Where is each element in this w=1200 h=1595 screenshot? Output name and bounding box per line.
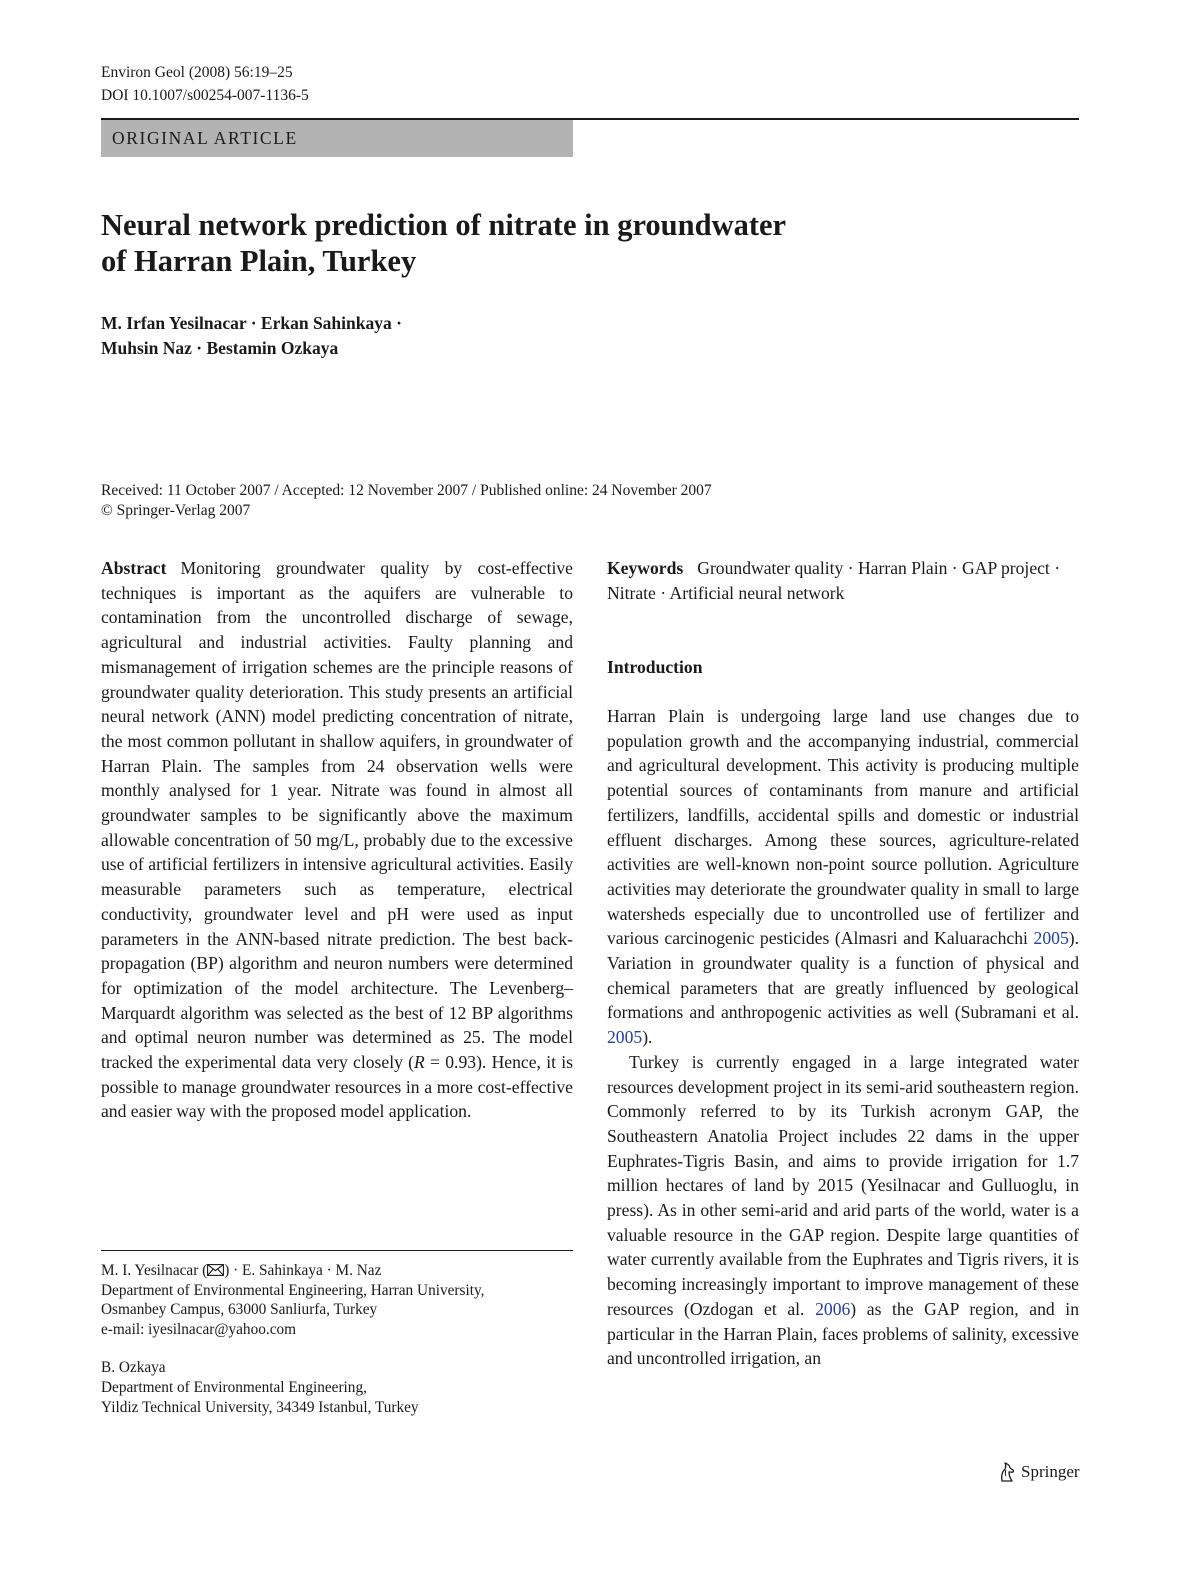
fn-line-1b: ) · E. Sahinkaya · M. Naz — [224, 1262, 382, 1279]
keywords-label: Keywords — [607, 558, 684, 578]
article-type-label: ORIGINAL ARTICLE — [112, 128, 298, 148]
r-value: = 0.93 — [424, 1052, 477, 1073]
intro-p2-text-a: Turkey is currently engaged in a large integrated water resources development project in its semi-arid southeastern region. Commonly referred to by its Turkish acronym GAP, the Southeastern Anatolia Project includes 22 dams in the upper Euphrates-Tigris Basin, and aims to provide irrigation for 1.7 million hectares of land by 2015 (Yesilnacar and Gulluoglu, in press). As in other semi-arid and arid parts of the world, water is a valuable resource in the GAP region. Despite large quantities of water currently available from the Euphrates and Tigris rivers, it is becoming increasingly important to improve management of these resources (Ozdogan et al. — [607, 1051, 1079, 1319]
keywords — [607, 556, 1079, 605]
authors-line-1: M. Irfan Yesilnacar · Erkan Sahinkaya · — [101, 313, 402, 333]
affiliation-line: Osmanbey Campus, 63000 Sanliurfa, Turkey — [101, 1301, 378, 1319]
email-link[interactable]: e-mail: iyesilnacar@yahoo.com — [101, 1320, 297, 1338]
keywords-text: Groundwater quality · Harran Plain · GAP project · Nitrate · Artificial neural network — [607, 558, 1061, 603]
author-name-line: B. Ozkaya — [101, 1359, 166, 1377]
journal-citation: Environ Geol (2008) 56:19–25 — [101, 64, 293, 81]
article-type-banner — [101, 120, 573, 157]
affiliation-line: Department of Environmental Engineering, — [101, 1378, 367, 1396]
springer-horse-icon — [997, 1461, 1017, 1483]
publication-dates — [101, 481, 1001, 521]
affiliation-line: Yildiz Technical University, 34349 Istanbul, Turkey — [101, 1398, 419, 1416]
fn-line-1a: M. I. Yesilnacar ( — [101, 1262, 208, 1279]
envelope-icon[interactable] — [207, 1264, 224, 1276]
publisher-name: Springer — [1021, 1462, 1080, 1481]
affiliation-line: Department of Environmental Engineering, Harran University, — [101, 1281, 485, 1299]
citation-link[interactable]: 2005 — [607, 1027, 643, 1048]
abstract — [101, 556, 573, 1124]
author-list — [101, 311, 701, 361]
intro-p2-text-b: ) as the GAP region, and in particular in the Harran Plain, faces problems of salinity, excessive and uncontrolled irrigation, an — [607, 1298, 1079, 1369]
footnote-rule — [101, 1250, 573, 1251]
intro-p1-text-b: ). Variation in groundwater quality is a function of physical and chemical parameters that are greatly influenced by geological formations and anthropogenic activities as well (Subramani et al. — [607, 928, 1079, 1023]
doi[interactable]: DOI 10.1007/s00254-007-1136-5 — [101, 87, 309, 104]
paper-title — [101, 207, 1001, 279]
abstract-text-end: ). Hence, it is possible to manage groundwater resources in a more cost-effective and easier way with the proposed model application. — [101, 1052, 573, 1122]
introduction-heading: Introduction — [607, 657, 703, 677]
intro-p1-text-c: ). — [642, 1027, 653, 1048]
abstract-text: Monitoring groundwater quality by cost-effective techniques is important as the aquifers are vulnerable to contamination from the uncontrolled discharge of sewage, agricultural and industrial activities. Faulty planning and mismanagement of irrigation schemes are the principle reasons of groundwater quality deterioration. This study presents an artificial neural network (ANN) model predicting concentration of nitrate, the most common pollutant in shallow aquifers, in groundwater of Harran Plain. The samples from 24 observation wells were monthly analysed for 1 year. Nitrate was found in almost all groundwater samples to be significantly above the maximum allowable concentration of 50 mg/L, probably due to the excessive use of artificial fertilizers in intensive agricultural activities. Easily measurable parameters such as temperature, electrical conductivity, groundwater level and pH were used as input parameters in the ANN-based nitrate prediction. The best back-propagation (BP) algorithm and neuron numbers were determined for optimization of the model architecture. The Levenberg–Marquardt algorithm was selected as the best of 12 BP algorithms and optimal neuron number was determined as 25. The model tracked the experimental data very closely ( — [101, 558, 573, 1073]
abstract-label: Abstract — [101, 558, 167, 578]
corresponding-authors-line — [101, 1261, 573, 1281]
publisher-logo — [997, 1459, 1080, 1485]
introduction-body — [607, 704, 1079, 1371]
title-line-2: of Harran Plain, Turkey — [101, 244, 417, 278]
intro-paragraph-2 — [607, 1050, 1079, 1371]
affiliations-footnote — [101, 1261, 573, 1417]
citation-link[interactable]: 2005 — [1033, 928, 1069, 949]
received-accepted-published: Received: 11 October 2007 / Accepted: 12 November 2007 / Published online: 24 November 2007 — [101, 482, 712, 499]
footnote-spacer — [101, 1339, 573, 1358]
citation-link[interactable]: 2006 — [815, 1298, 851, 1319]
intro-p1-text-a: Harran Plain is undergoing large land use changes due to population growth and the accompanying industrial, commercial and agricultural development. This activity is producing multiple potential sources of contaminants from manure and artificial fertilizers, landfills, accidental spills and domestic or industrial effluent discharges. Among these sources, agriculture-related activities are well-known non-point source pollution. Agriculture activities may deteriorate the groundwater quality in small to large watersheds especially due to uncontrolled use of fertilizer and various carcinogenic pesticides (Almasri and Kaluarachchi — [607, 706, 1079, 949]
r-symbol: R — [414, 1052, 425, 1073]
copyright: © Springer-Verlag 2007 — [101, 502, 251, 519]
title-line-1: Neural network prediction of nitrate in groundwater — [101, 208, 787, 242]
intro-paragraph-1 — [607, 704, 1079, 1050]
authors-line-2: Muhsin Naz · Bestamin Ozkaya — [101, 338, 339, 358]
